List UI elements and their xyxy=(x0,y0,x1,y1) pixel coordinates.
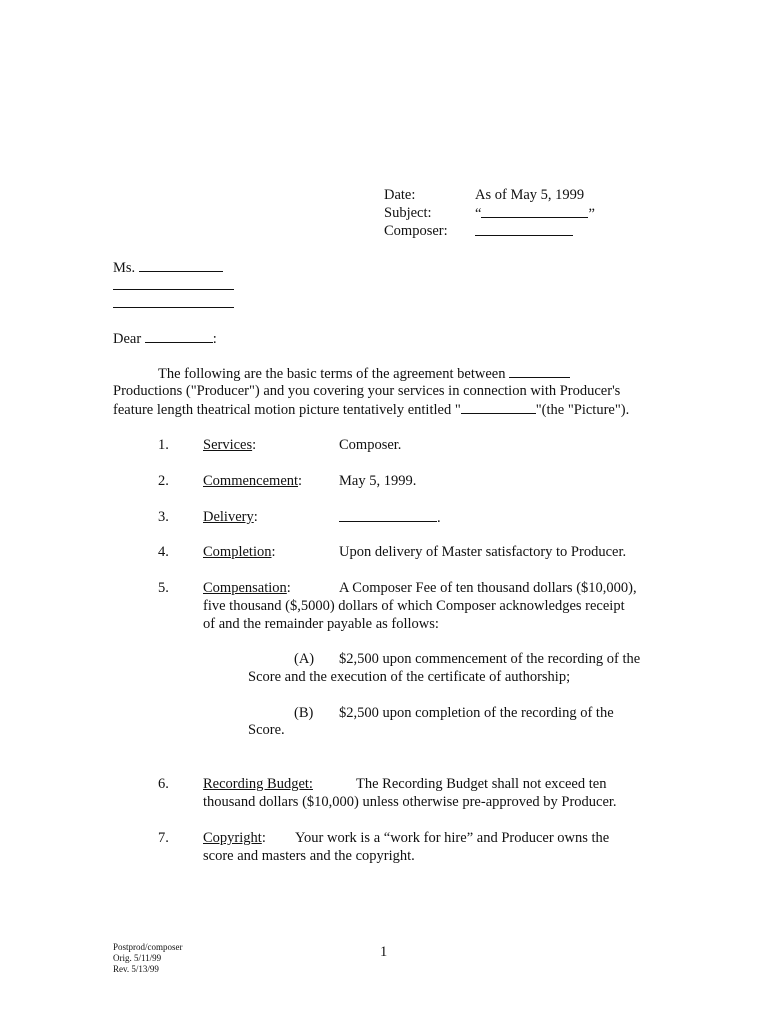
item-text-line-2: thousand dollars ($10,000) unless otherwise pre-approved by Producer. xyxy=(203,794,617,810)
item-text: A Composer Fee of ten thousand dollars ($10,000), xyxy=(339,580,637,596)
footer-line-2: Orig. 5/11/99 xyxy=(113,953,162,963)
subject-value xyxy=(475,204,595,223)
item-title-text: Compensation xyxy=(203,580,287,596)
item-number: 5. xyxy=(158,580,169,596)
intro-line-1-text: The following are the basic terms of the agreement between xyxy=(158,366,506,382)
picture-title-blank xyxy=(461,400,536,414)
item-title-colon: : xyxy=(298,473,303,489)
item-title-text: Services xyxy=(203,437,253,453)
footer-line-1: Postprod/composer xyxy=(113,942,183,952)
item-text-period: . xyxy=(437,510,441,526)
dear-word: Dear xyxy=(113,331,142,347)
date-label: Date: xyxy=(384,187,416,203)
item-title xyxy=(203,543,276,561)
item-title xyxy=(203,472,302,490)
item-title-text: Delivery xyxy=(203,509,254,525)
sub-item-label: (B) xyxy=(294,705,314,721)
composer-label: Composer: xyxy=(384,223,448,239)
item-number: 3. xyxy=(158,509,169,525)
item-title-colon: : xyxy=(271,544,276,560)
subject-blank xyxy=(481,204,588,218)
intro-line-3 xyxy=(113,400,629,419)
item-text-line-2: score and masters and the copyright. xyxy=(203,848,415,864)
item-title-text: Commencement xyxy=(203,473,299,489)
intro-line-3-b: "(the "Picture"). xyxy=(535,402,630,418)
subject-open-quote: “ xyxy=(475,206,482,222)
composer-value xyxy=(475,222,573,241)
item-text-line-2: five thousand ($,5000) dollars of which Composer acknowledges receipt xyxy=(203,598,625,614)
item-title-colon: : xyxy=(286,580,291,596)
item-text: Composer. xyxy=(339,437,402,453)
address-line-1 xyxy=(113,276,234,295)
item-text: May 5, 1999. xyxy=(339,473,417,489)
intro-line-2: Productions ("Producer") and you covering your services in connection with Producer's xyxy=(113,383,621,399)
item-title xyxy=(203,829,266,847)
dear-name-blank xyxy=(145,329,213,343)
item-text-line-3: of and the remainder payable as follows: xyxy=(203,616,439,632)
address-line-2-blank xyxy=(113,294,234,308)
dear-colon: : xyxy=(212,331,217,347)
item-text: Your work is a “work for hire” and Producer owns the xyxy=(295,830,610,846)
intro-line-3-a: feature length theatrical motion picture tentatively entitled " xyxy=(113,402,461,418)
dear-line xyxy=(113,329,217,348)
sub-item-label: (A) xyxy=(294,651,315,667)
salutation-prefix: Ms. xyxy=(113,260,136,276)
composer-blank xyxy=(475,222,573,236)
address-line-1-blank xyxy=(113,276,234,290)
item-number: 1. xyxy=(158,437,169,453)
subject-label: Subject: xyxy=(384,205,432,221)
footer-line-3: Rev. 5/13/99 xyxy=(113,964,159,974)
sub-item-text-line-2: Score and the execution of the certificate of authorship; xyxy=(248,669,571,685)
item-number: 4. xyxy=(158,544,169,560)
item-title-colon: : xyxy=(261,830,266,846)
subject-close-quote: ” xyxy=(588,206,595,222)
recipient-line xyxy=(113,258,223,277)
item-number: 2. xyxy=(158,473,169,489)
item-title-text: Recording Budget: xyxy=(203,776,313,792)
item-text: Upon delivery of Master satisfactory to Producer. xyxy=(339,544,627,560)
sub-item-text-line-2: Score. xyxy=(248,722,285,738)
address-line-2 xyxy=(113,294,234,313)
item-title xyxy=(203,775,313,793)
item-title-text: Completion xyxy=(203,544,272,560)
item-title xyxy=(203,508,258,526)
intro-line-1 xyxy=(158,364,570,383)
delivery-blank xyxy=(339,508,437,522)
producer-name-blank xyxy=(509,364,570,378)
sub-item-text: $2,500 upon commencement of the recording of the xyxy=(339,651,641,667)
item-title-colon: : xyxy=(252,437,257,453)
date-value: As of May 5, 1999 xyxy=(475,187,585,203)
item-title-colon: : xyxy=(253,509,258,525)
item-title xyxy=(203,436,256,454)
item-number: 6. xyxy=(158,776,169,792)
item-title-text: Copyright xyxy=(203,830,262,846)
item-title xyxy=(203,579,291,597)
item-number: 7. xyxy=(158,830,169,846)
item-text xyxy=(339,508,441,527)
sub-item-text: $2,500 upon completion of the recording of the xyxy=(339,705,614,721)
page-number: 1 xyxy=(380,944,388,960)
item-text: The Recording Budget shall not exceed ten xyxy=(356,776,607,792)
recipient-name-blank xyxy=(139,258,223,272)
